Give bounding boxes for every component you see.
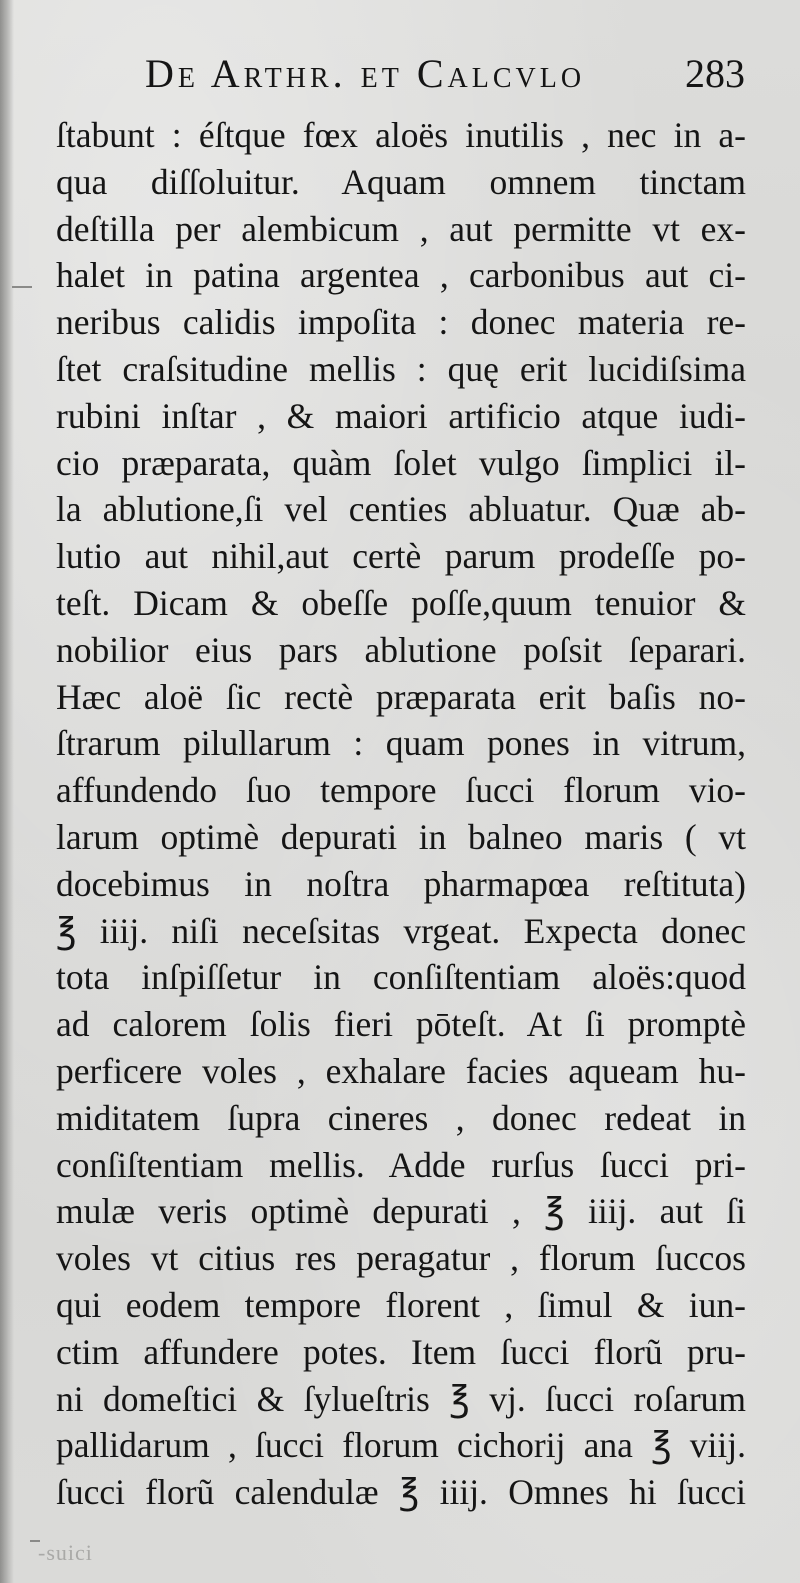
text-line: perficere voles , exhalare facies aqueam hu- [56,1050,746,1091]
text-line: ad calorem ſolis fieri pōteſt. At ſi promptè [56,1004,746,1045]
text-line: miditatem ſupra cineres , donec redeat in [56,1097,746,1138]
page-gutter-shadow [0,0,14,1583]
text-line: nobilior eius pars ablutione poſsit ſeparari. [56,629,746,670]
text-line: affundendo ſuo tempore ſucci florum vio- [56,770,746,811]
text-line: rubini inſtar , & maiori artificio atque iudi- [56,395,746,436]
text-line: Hæc aloë ſic rectè præparata erit baſis no- [56,676,746,717]
text-line: ni domeſtici & ſylueſtris ℥ vj. ſucci roſarum [56,1378,746,1419]
text-line: docebimus in noſtra pharmapœa reſtituta) [56,863,746,904]
page-number: 283 [685,51,745,96]
text-line: tota inſpiſſetur in conſiſtentiam aloës:quod [56,957,746,998]
text-line: larum optimè depurati in balneo maris ( vt [56,816,746,857]
text-line: la ablutione,ſi vel centies abluatur. Quæ ab- [56,489,746,530]
running-header [145,46,745,106]
text-line: lutio aut nihil,aut certè parum prodeſſe po- [56,536,746,577]
text-line: deſtilla per alembicum , aut permitte vt ex- [56,208,746,249]
text-line: qui eodem tempore florent , ſimul & iun- [56,1284,746,1325]
text-line: cio præparata, quàm ſolet vulgo ſimplici il- [56,442,746,483]
text-line: pallidarum , ſucci florum cichorij ana ℥ viij. [56,1425,746,1466]
text-line: ſucci florũ calendulæ ℥ iiij. Omnes hi ſucci [56,1472,746,1513]
text-line: ſtrarum pilullarum : quam pones in vitrum, [56,723,746,764]
running-title: De Arthr. et Calcvlo [145,51,586,96]
text-line: qua diſſoluitur. Aquam omnem tinctam [56,161,746,202]
text-line: mulæ veris optimè depurati , ℥ iiij. aut ſi [56,1191,746,1232]
body-text [56,112,746,1516]
text-line: halet in patina argentea , carbonibus aut ci- [56,255,746,296]
text-line: ſtet craſsitudine mellis : quę erit lucidiſsima [56,348,746,389]
text-line: teſt. Dicam & obeſſe poſſe,quum tenuior & [56,582,746,623]
margin-mark [12,286,32,288]
text-line: conſiſtentiam mellis. Adde rurſus ſucci pri- [56,1144,746,1185]
text-line: ℥ iiij. niſi neceſsitas vrgeat. Expecta donec [56,910,746,951]
text-line: ctim affundere potes. Item ſucci florũ pru- [56,1331,746,1372]
faded-catchword: -suici [38,1540,93,1565]
text-line: voles vt citius res peragatur , florum ſuccos [56,1238,746,1279]
text-line: ſtabunt : éſtque fœx aloës inutilis , nec in a- [56,115,746,155]
text-line: neribus calidis impoſita : donec materia re- [56,302,746,343]
